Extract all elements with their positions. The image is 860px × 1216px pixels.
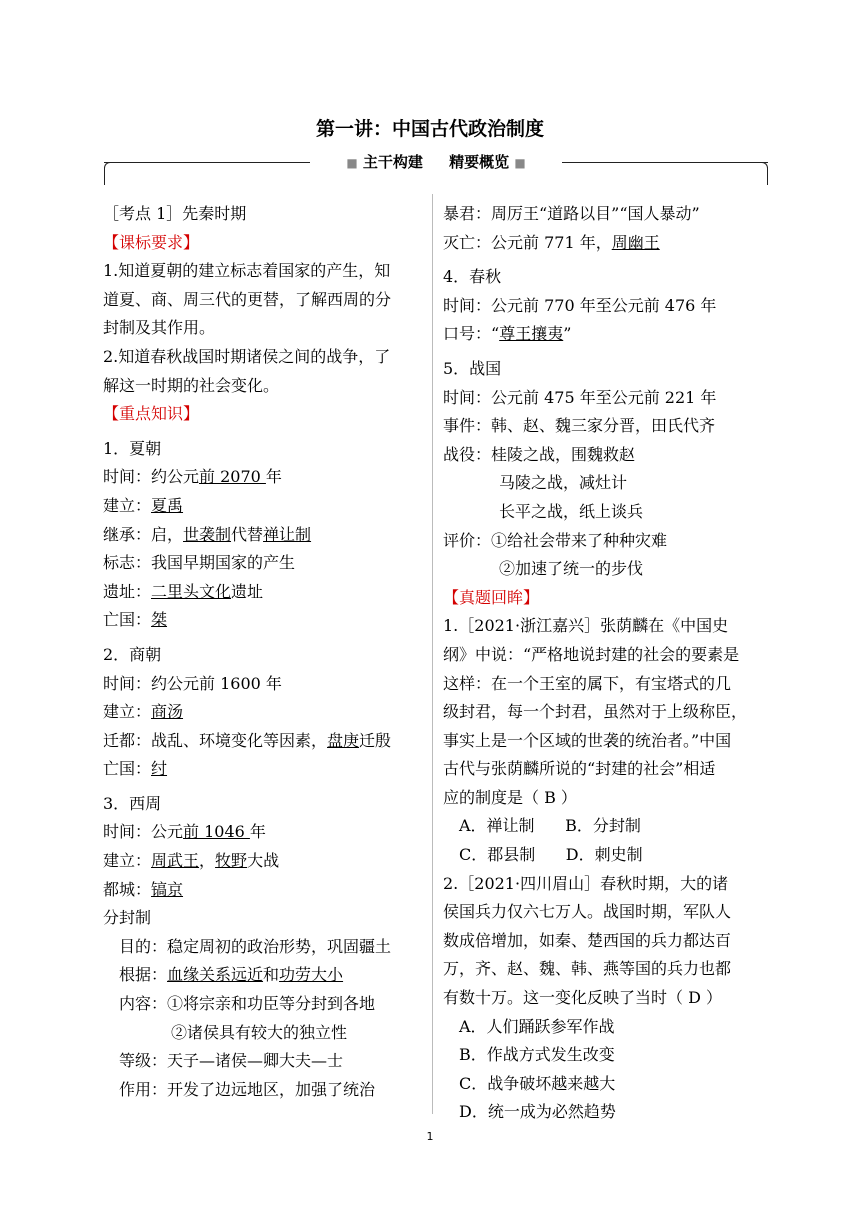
question-line: 万，齐、赵、魏、韩、燕等国的兵力也都 [443,959,732,979]
text-line: 亡国：纣 [103,759,168,779]
question-line: 1.［2021·浙江嘉兴］张荫麟在《中国史 [443,616,729,636]
text-line: 继承：启，世袭制代替禅让制 [103,524,312,544]
option-line: A．禅让制 B．分封制 [459,816,641,836]
text-line: ②诸侯具有较大的独立性 [171,1022,348,1042]
zhongdian-heading: 【重点知识】 [103,404,200,424]
left-column [103,200,429,1104]
column-divider [432,194,433,1114]
banner-hook-right [761,162,768,185]
xia-heading: 1．夏朝 [103,438,162,458]
text-line: 根据：血缘关系远近和功劳大小 [119,965,344,985]
question-line: 应的制度是（ B ） [443,787,577,807]
option-line: C．郡县制 D．刺史制 [459,845,643,865]
text-line: 目的：稳定周初的政治形势，巩固疆土 [119,936,392,956]
text-line: 标志：我国早期国家的产生 [103,553,296,573]
text-line: 事件：韩、赵、魏三家分晋，田氏代齐 [443,416,716,436]
text-line: 时间：约公元前 1600 年 [103,673,282,693]
option-line: B．作战方式发生改变 [459,1045,615,1065]
shang-heading: 2．商朝 [103,644,162,664]
text-line: 灭亡：公元前 771 年，周幽王 [443,232,660,252]
text-line: 战役：桂陵之战，围魏救赵 [443,444,636,464]
banner-label [324,150,548,175]
text-line: 分封制 [103,908,152,928]
page-title: 第一讲：中国古代政治制度 [315,118,544,140]
section-banner [104,150,768,186]
text-line: 内容：①将宗亲和功臣等分封到各地 [119,994,376,1014]
text-line: 建立：商汤 [103,702,184,722]
text-line: 暴君：周厉王“道路以目”“国人暴动” [443,204,700,223]
page-number: 1 [426,1130,434,1143]
text-line: 遗址：二里头文化遗址 [103,581,264,601]
text-line: 马陵之战，减灶计 [499,473,628,493]
text-line: 道夏、商、周三代的更替，了解西周的分 [103,289,392,309]
text-line: 等级：天子—诸侯—卿大夫—士 [119,1051,344,1071]
question-line: 2.［2021·四川眉山］春秋时期，大的诸 [443,873,729,893]
right-column [443,200,773,1127]
square-icon: ■ [514,156,526,170]
question-line: 有数十万。这一变化反映了当时（ D ） [443,988,723,1008]
banner-line-left [104,162,310,163]
square-icon: ■ [346,156,358,170]
text-line: 作用：开发了边远地区，加强了统治 [119,1079,376,1099]
text-line: 迁都：战乱、环境变化等因素，盘庚迁殷 [103,730,392,750]
zhenti-heading: 【真题回眸】 [443,587,540,607]
text-line: 时间：公元前 1046 年 [103,822,266,842]
text-line: 1.知道夏朝的建立标志着国家的产生，知 [103,261,391,281]
question-line: 级封君，每一个封君，虽然对于上级称臣， [443,702,748,722]
option-line: C．战争破坏越来越大 [459,1073,616,1093]
text-line: 亡国：桀 [103,610,168,630]
kebiao-heading: 【课标要求】 [103,232,200,252]
text-line: 2.知道春秋战国时期诸侯之间的战争，了 [103,346,391,366]
question-line: 古代与张荫麟所说的“封建的社会”相适 [443,759,716,779]
text-line: 都城：镐京 [103,879,184,899]
text-line: 建立：夏禹 [103,495,184,515]
zhanguo-heading: 5．战国 [443,358,502,378]
text-line: 时间：约公元前 2070 年 [103,467,282,487]
text-line: ②加速了统一的步伐 [499,559,644,579]
banner-left-text: 主干构建 [362,153,423,171]
banner-hook-left [104,162,111,185]
question-line: 数成倍增加，如秦、楚西国的兵力都达百 [443,930,732,950]
text-line: 口号：“尊王攘夷” [443,324,572,344]
text-line: 解这一时期的社会变化。 [103,375,280,395]
kaodian-heading: ［考点 1］先秦时期 [103,204,247,223]
banner-line-right [562,162,768,163]
question-line: 事实上是一个区域的世袭的统治者。”中国 [443,730,732,750]
question-line: 这样：在一个王室的属下，有宝塔式的几 [443,673,732,693]
text-line: 时间：公元前 770 年至公元前 476 年 [443,295,717,315]
question-line: 纲》中说：“严格地说封建的社会的要素是 [443,644,740,664]
text-line: 时间：公元前 475 年至公元前 221 年 [443,387,717,407]
option-line: A．人们踊跃参军作战 [459,1016,615,1036]
question-line: 侯国兵力仅六七万人。战国时期，军队人 [443,902,732,922]
chunqiu-heading: 4．春秋 [443,267,502,287]
text-line: 封制及其作用。 [103,318,216,338]
text-line: 评价：①给社会带来了种种灾难 [443,530,668,550]
text-line: 长平之战，纸上谈兵 [499,501,644,521]
banner-right-text: 精要概览 [449,153,510,171]
xizhou-heading: 3．西周 [103,793,162,813]
option-line: D．统一成为必然趋势 [459,1102,616,1122]
text-line: 建立：周武王，牧野大战 [103,851,280,871]
